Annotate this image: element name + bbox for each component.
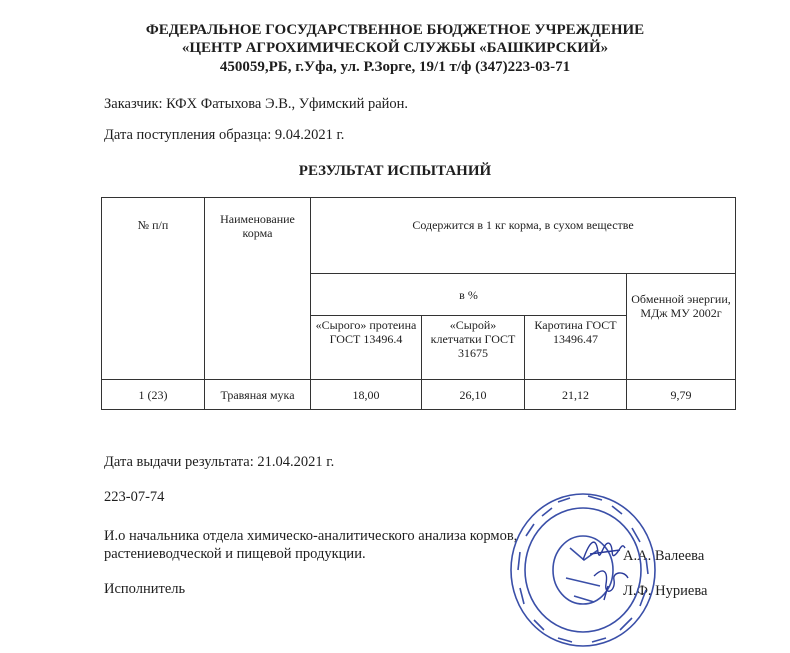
header-energy: Обменной энергии, МДж МУ 2002г	[627, 274, 736, 380]
table-row	[102, 380, 736, 410]
header-content: Содержится в 1 кг корма, в сухом веществе	[311, 198, 736, 274]
results-title: РЕЗУЛЬТАТ ИСПЫТАНИЙ	[298, 163, 492, 179]
phone-number: 223-07-74	[104, 489, 165, 505]
executor-name: Л.Ф. Нуриева	[623, 583, 708, 599]
org-name-line2: «ЦЕНТР АГРОХИМИЧЕСКОЙ СЛУЖБЫ «БАШКИРСКИЙ»	[181, 40, 609, 56]
customer-line: Заказчик: КФХ Фатыхова Э.В., Уфимский район.	[104, 96, 409, 112]
head-title-line1: И.о начальника отдела химическо-аналитического анализа кормов,	[104, 528, 518, 544]
signature-nurieva-icon	[590, 562, 632, 602]
cell-fiber: 26,10	[422, 380, 525, 410]
header-num: № п/п	[102, 198, 205, 380]
header-protein: «Сырого» протеина ГОСТ 13496.4	[311, 316, 422, 380]
org-name-line1: ФЕДЕРАЛЬНОЕ ГОСУДАРСТВЕННОЕ БЮДЖЕТНОЕ УЧРЕЖДЕНИЕ	[145, 22, 645, 38]
head-title-line2: растениеводческой и пищевой продукции.	[104, 546, 366, 562]
header-fiber: «Сырой» клетчатки ГОСТ 31675	[422, 316, 525, 380]
org-address: 450059,РБ, г.Уфа, ул. Р.Зорге, 19/1 т/ф (347)223-03-71	[219, 59, 571, 75]
header-feed-name: Наименование корма	[205, 198, 311, 380]
cell-name: Травяная мука	[205, 380, 311, 410]
header-carotene: Каротина ГОСТ 13496.47	[525, 316, 627, 380]
executor-label: Исполнитель	[104, 581, 186, 597]
received-date: Дата поступления образца: 9.04.2021 г.	[104, 127, 345, 143]
header-percent: в %	[311, 274, 627, 316]
cell-num: 1 (23)	[102, 380, 205, 410]
results-table	[101, 197, 736, 410]
seal-stamp-icon	[508, 488, 658, 648]
cell-carotene: 21,12	[525, 380, 627, 410]
issue-date: Дата выдачи результата: 21.04.2021 г.	[104, 454, 335, 470]
cell-protein: 18,00	[311, 380, 422, 410]
head-name: А.А. Валеева	[623, 548, 705, 564]
cell-energy: 9,79	[627, 380, 736, 410]
